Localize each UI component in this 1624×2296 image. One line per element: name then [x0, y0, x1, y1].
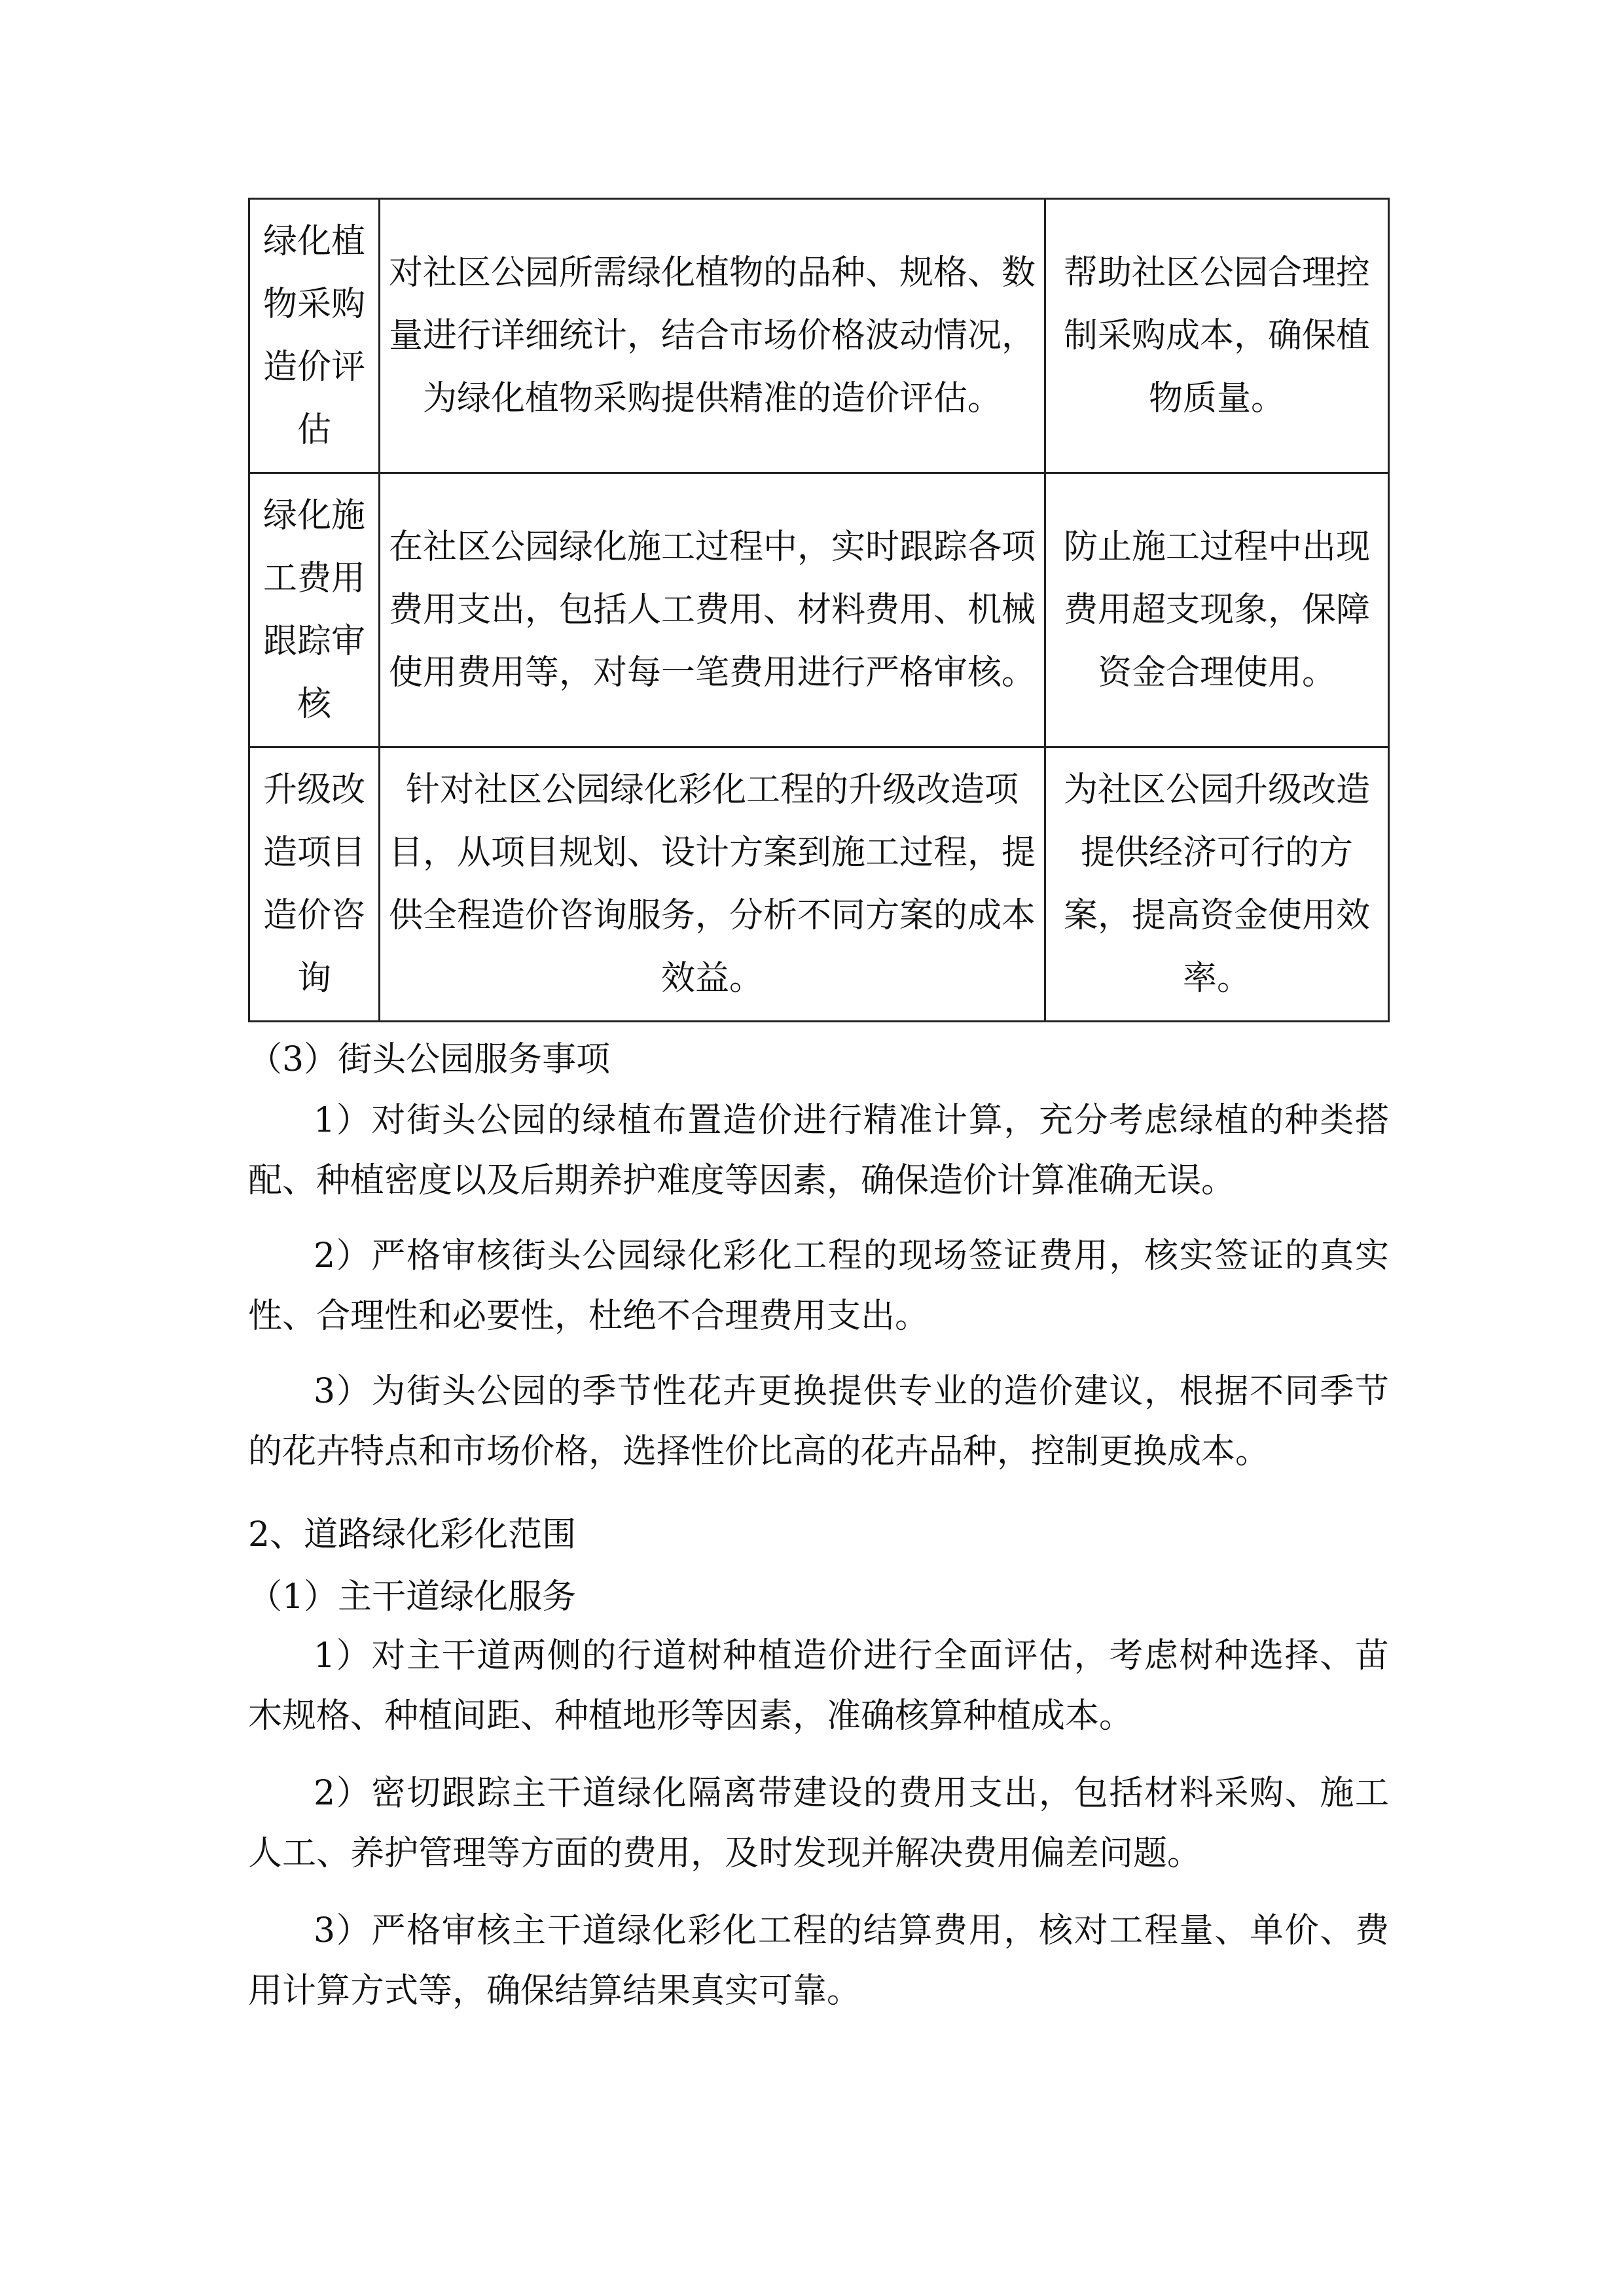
item-cell: 升级改造项目造价咨询	[249, 747, 380, 1022]
content-cell: 对社区公园所需绿化植物的品种、规格、数量进行详细统计，结合市场价格波动情况，为绿化植物采购提供精准的造价评估。	[380, 199, 1045, 473]
item-cell: 绿化施工费用跟踪审核	[249, 473, 380, 747]
section-heading: （1）主干道绿化服务	[248, 1577, 577, 1617]
item-cell: 绿化植物采购造价评估	[249, 199, 380, 473]
content-cell: 针对社区公园绿化彩化工程的升级改造项目，从项目规划、设计方案到施工过程，提供全程造价咨询服务，分析不同方案的成本效益。	[380, 747, 1045, 1022]
paragraph: 1）对街头公园的绿植布置造价进行精准计算，充分考虑绿植的种类搭配、种植密度以及后期养护难度等因素，确保造价计算准确无误。	[248, 1101, 1389, 1200]
effect-cell: 为社区公园升级改造提供经济可行的方案，提高资金使用效率。	[1045, 747, 1389, 1022]
effect-cell: 帮助社区公园合理控制采购成本，确保植物质量。	[1045, 199, 1389, 473]
paragraph: 1）对主干道两侧的行道树种植造价进行全面评估，考虑树种选择、苗木规格、种植间距、种植地形等因素，准确核算种植成本。	[248, 1636, 1389, 1736]
table-row	[249, 473, 1389, 747]
service-table	[248, 198, 1390, 1022]
paragraph: 2）密切跟踪主干道绿化隔离带建设的费用支出，包括材料采购、施工人工、养护管理等方面的费用，及时发现并解决费用偏差问题。	[248, 1774, 1389, 1873]
chapter-heading: 2、道路绿化彩化范围	[248, 1515, 577, 1554]
content-cell: 在社区公园绿化施工过程中，实时跟踪各项费用支出，包括人工费用、材料费用、机械使用费用等，对每一笔费用进行严格审核。	[380, 473, 1045, 747]
paragraph: 2）严格审核街头公园绿化彩化工程的现场签证费用，核实签证的真实性、合理性和必要性，杜绝不合理费用支出。	[248, 1236, 1389, 1336]
section-heading: （3）街头公园服务事项	[248, 1040, 611, 1079]
paragraph: 3）为街头公园的季节性花卉更换提供专业的造价建议，根据不同季节的花卉特点和市场价格，选择性价比高的花卉品种，控制更换成本。	[248, 1372, 1389, 1471]
table-row	[249, 747, 1389, 1022]
table-row	[249, 199, 1389, 473]
paragraph: 3）严格审核主干道绿化彩化工程的结算费用，核对工程量、单价、费用计算方式等，确保结算结果真实可靠。	[248, 1911, 1389, 2011]
effect-cell: 防止施工过程中出现费用超支现象，保障资金合理使用。	[1045, 473, 1389, 747]
